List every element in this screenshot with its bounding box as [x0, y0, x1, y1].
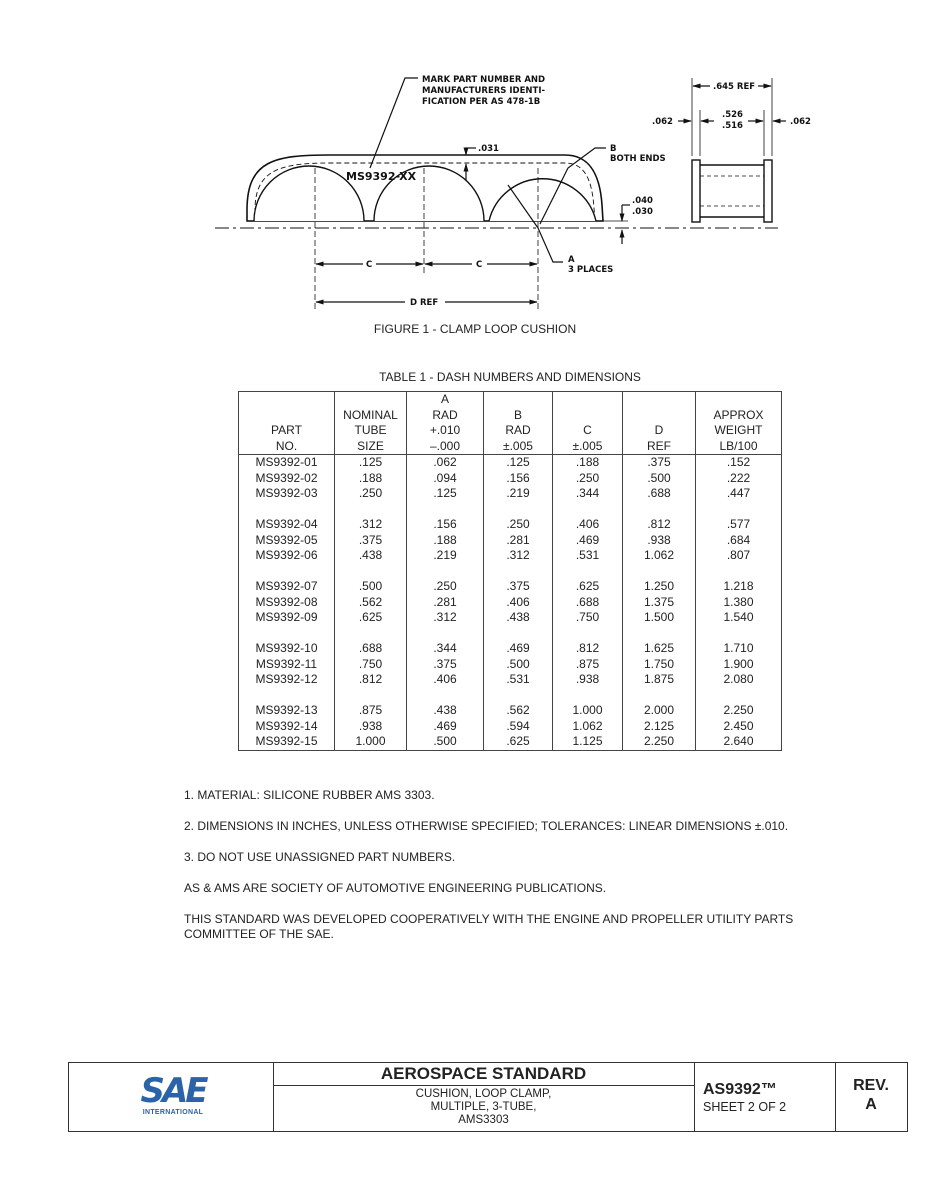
table-header-cell [696, 392, 782, 455]
table-cell: .406 [553, 517, 623, 533]
c-dim-label-1: C [366, 260, 373, 270]
table-cell: 1.710 [696, 641, 782, 657]
header-line: TUBE [354, 423, 387, 437]
table-cell: .375 [623, 455, 696, 471]
table-cell: .438 [484, 610, 553, 626]
note-developed: THIS STANDARD WAS DEVELOPED COOPERATIVELY WITH THE ENGINE AND PROPELLER UTILITY PARTS COMMITTEE OF THE SAE. [184, 912, 794, 941]
header-line: B [513, 407, 522, 422]
table-cell: .562 [335, 595, 407, 611]
header-line [553, 392, 622, 408]
table-cell: .219 [407, 548, 484, 564]
header-line: +.010 [429, 423, 461, 437]
table-cell: 1.875 [623, 672, 696, 688]
header-line [239, 392, 334, 408]
spacer-cell [407, 688, 484, 704]
table-row [239, 641, 782, 657]
table-cell: .812 [623, 517, 696, 533]
rev-value: A [865, 1096, 877, 1113]
table-header-cell [407, 392, 484, 455]
d-ref-label: D REF [410, 298, 439, 308]
table-row [239, 579, 782, 595]
table-cell: .188 [553, 455, 623, 471]
standard-heading: AEROSPACE STANDARD [273, 1063, 694, 1086]
table-cell: MS9392-15 [239, 734, 335, 750]
header-line [623, 408, 695, 424]
table-row [239, 595, 782, 611]
table-cell: 1.218 [696, 579, 782, 595]
table-cell: MS9392-07 [239, 579, 335, 595]
table-cell: .875 [553, 657, 623, 673]
table-cell: .938 [335, 719, 407, 735]
table-cell: .375 [484, 579, 553, 595]
header-line: SIZE [357, 438, 384, 453]
notes-section [184, 788, 834, 958]
table-cell: .500 [407, 734, 484, 750]
group-spacer [239, 688, 782, 704]
table-cell: 1.750 [623, 657, 696, 673]
desc-line-3: AMS3303 [458, 1114, 509, 1126]
table-cell: .344 [553, 486, 623, 502]
table-cell: .469 [553, 533, 623, 549]
title-cell [273, 1063, 695, 1131]
table-cell: 2.450 [696, 719, 782, 735]
mark-note-line-1: MARK PART NUMBER AND [422, 75, 546, 85]
table-cell: 2.250 [696, 703, 782, 719]
side-flange-right-label: .062 [790, 117, 811, 127]
note-dimensions: 2. DIMENSIONS IN INCHES, UNLESS OTHERWISE SPECIFIED; TOLERANCES: LINEAR DIMENSIONS ±.010. [184, 819, 789, 833]
table-cell: MS9392-02 [239, 471, 335, 487]
table-cell: .125 [484, 455, 553, 471]
table-cell: .625 [484, 734, 553, 750]
header-line: C [583, 423, 592, 437]
table-cell: .281 [407, 595, 484, 611]
table-cell: .156 [484, 471, 553, 487]
spacer-cell [239, 502, 335, 518]
side-overall-label: .645 REF [713, 82, 756, 92]
header-line: APPROX [713, 407, 764, 422]
table-cell: MS9392-08 [239, 595, 335, 611]
table-cell: .594 [484, 719, 553, 735]
table-cell: MS9392-13 [239, 703, 335, 719]
logo-cell [69, 1063, 274, 1131]
header-line: NOMINAL [343, 407, 398, 422]
table-cell: .684 [696, 533, 782, 549]
table-cell: .281 [484, 533, 553, 549]
table-cell: 1.000 [553, 703, 623, 719]
table-cell: .312 [484, 548, 553, 564]
spacer-cell [553, 564, 623, 580]
spacer-cell [484, 564, 553, 580]
table-cell: 1.250 [623, 579, 696, 595]
spacer-cell [623, 688, 696, 704]
table-cell: 1.540 [696, 610, 782, 626]
thickness-label: .031 [478, 144, 499, 154]
table-row [239, 455, 782, 471]
spacer-cell [407, 502, 484, 518]
table-row [239, 533, 782, 549]
table-header-cell [623, 392, 696, 455]
spacer-cell [553, 626, 623, 642]
table-body [239, 455, 782, 751]
spacer-cell [623, 626, 696, 642]
table-row [239, 471, 782, 487]
spacer-cell [484, 502, 553, 518]
spacer-cell [696, 564, 782, 580]
header-line [335, 392, 406, 408]
sheet-number: SHEET 2 OF 2 [703, 1100, 787, 1114]
table-header-cell [239, 392, 335, 455]
table-cell: .750 [335, 657, 407, 673]
header-line: ±.005 [503, 438, 533, 453]
spacer-cell [696, 502, 782, 518]
table-cell: .188 [335, 471, 407, 487]
spacer-cell [407, 626, 484, 642]
table-cell: MS9392-12 [239, 672, 335, 688]
table-cell: 1.000 [335, 734, 407, 750]
side-inner-bottom-label: .516 [722, 121, 743, 131]
doc-number: AS9392™ [703, 1081, 777, 1098]
a-note: 3 PLACES [568, 265, 614, 275]
table-cell: MS9392-01 [239, 455, 335, 471]
header-line [623, 392, 695, 408]
table-cell: .447 [696, 486, 782, 502]
note-publications: AS & AMS ARE SOCIETY OF AUTOMOTIVE ENGINEERING PUBLICATIONS. [184, 881, 607, 895]
table-row [239, 486, 782, 502]
table-caption: TABLE 1 - DASH NUMBERS AND DIMENSIONS [379, 370, 641, 384]
table-cell: .406 [484, 595, 553, 611]
sae-logo [135, 1073, 211, 1116]
dash-numbers-table [238, 391, 782, 751]
table-cell: MS9392-09 [239, 610, 335, 626]
header-line: RAD [505, 423, 531, 437]
table-cell: .250 [484, 517, 553, 533]
spacer-cell [239, 626, 335, 642]
table-cell: MS9392-10 [239, 641, 335, 657]
header-line [484, 392, 552, 408]
table-cell: 1.062 [623, 548, 696, 564]
table-cell: .531 [484, 672, 553, 688]
table-cell: .152 [696, 455, 782, 471]
table-cell: 2.640 [696, 734, 782, 750]
sae-logo-sub: INTERNATIONAL [142, 1109, 204, 1116]
table-header-cell [553, 392, 623, 455]
header-line: ±.005 [572, 438, 603, 453]
header-line: A [440, 392, 449, 406]
header-line: PART [271, 423, 302, 437]
spacer-cell [239, 688, 335, 704]
offset-bottom-label: .030 [632, 207, 653, 217]
table-cell: .500 [484, 657, 553, 673]
part-marking: MS9392-XX [346, 170, 417, 183]
table-cell: 2.250 [623, 734, 696, 750]
table-cell: .250 [407, 579, 484, 595]
header-line [696, 392, 781, 408]
table-row [239, 672, 782, 688]
table-cell: .125 [335, 455, 407, 471]
table-cell: .625 [553, 579, 623, 595]
spacer-cell [335, 564, 407, 580]
table-cell: .188 [407, 533, 484, 549]
table-cell: .156 [407, 517, 484, 533]
table-cell: .469 [407, 719, 484, 735]
spacer-cell [553, 502, 623, 518]
header-line [239, 408, 334, 424]
b-label: B [610, 144, 617, 154]
spacer-cell [335, 626, 407, 642]
table-row [239, 703, 782, 719]
table-cell: .500 [623, 471, 696, 487]
desc-line-1: CUSHION, LOOP CLAMP, [415, 1088, 552, 1100]
table-cell: MS9392-14 [239, 719, 335, 735]
table-row [239, 517, 782, 533]
table-cell: 1.375 [623, 595, 696, 611]
table-cell: 2.125 [623, 719, 696, 735]
table-cell: .250 [553, 471, 623, 487]
table-cell: .562 [484, 703, 553, 719]
table-cell: 2.080 [696, 672, 782, 688]
a-label: A [568, 255, 575, 265]
table-cell: 1.625 [623, 641, 696, 657]
table-cell: .812 [335, 672, 407, 688]
doc-number-cell [694, 1063, 836, 1131]
table-cell: .344 [407, 641, 484, 657]
table-cell: .062 [407, 455, 484, 471]
header-line: REF [647, 438, 671, 453]
group-spacer [239, 502, 782, 518]
table-cell: .938 [553, 672, 623, 688]
figure-caption: FIGURE 1 - CLAMP LOOP CUSHION [373, 322, 577, 336]
table-cell: .938 [623, 533, 696, 549]
table-cell: .625 [335, 610, 407, 626]
table-cell: .875 [335, 703, 407, 719]
title-block [68, 1062, 908, 1132]
table-cell: .688 [553, 595, 623, 611]
table-row [239, 719, 782, 735]
table-cell: .222 [696, 471, 782, 487]
table-header-cell [335, 392, 407, 455]
group-spacer [239, 564, 782, 580]
table-cell: 2.000 [623, 703, 696, 719]
table-header [239, 392, 782, 455]
desc-line-2: MULTIPLE, 3-TUBE, [430, 1101, 537, 1113]
table-cell: 1.380 [696, 595, 782, 611]
table-cell: .312 [335, 517, 407, 533]
rev-label: REV. [853, 1077, 889, 1094]
spacer-cell [335, 688, 407, 704]
sae-logo-mark: SAE [140, 1071, 206, 1111]
clamp-loop-cushion-drawing [0, 0, 950, 340]
table-cell: .375 [407, 657, 484, 673]
spacer-cell [623, 502, 696, 518]
b-note: BOTH ENDS [610, 154, 666, 164]
table-row [239, 548, 782, 564]
mark-note-line-3: FICATION PER AS 478-1B [422, 97, 541, 107]
table-cell: 1.062 [553, 719, 623, 735]
table-cell: .688 [335, 641, 407, 657]
table-cell: 1.500 [623, 610, 696, 626]
note-unassigned: 3. DO NOT USE UNASSIGNED PART NUMBERS. [184, 850, 456, 864]
table-cell: .250 [335, 486, 407, 502]
table-cell: .312 [407, 610, 484, 626]
table-cell: .750 [553, 610, 623, 626]
spacer-cell [239, 564, 335, 580]
table-cell: .531 [553, 548, 623, 564]
mark-note-line-2: MANUFACTURERS IDENTI- [422, 86, 546, 96]
header-line [553, 408, 622, 424]
header-line: RAD [432, 407, 458, 422]
table-cell: .688 [623, 486, 696, 502]
table-row [239, 610, 782, 626]
spacer-cell [696, 626, 782, 642]
table-cell: .577 [696, 517, 782, 533]
spacer-cell [484, 688, 553, 704]
table-cell: .406 [407, 672, 484, 688]
table-cell: .438 [407, 703, 484, 719]
rev-cell [835, 1063, 907, 1131]
table-cell: MS9392-05 [239, 533, 335, 549]
spacer-cell [484, 626, 553, 642]
table-cell: .812 [553, 641, 623, 657]
table-cell: .500 [335, 579, 407, 595]
table-cell: .125 [407, 486, 484, 502]
table-header-cell [484, 392, 553, 455]
table-cell: .438 [335, 548, 407, 564]
table-cell: MS9392-06 [239, 548, 335, 564]
table-cell: MS9392-03 [239, 486, 335, 502]
table-row [239, 657, 782, 673]
note-material: 1. MATERIAL: SILICONE RUBBER AMS 3303. [184, 788, 435, 802]
spacer-cell [696, 688, 782, 704]
side-inner-top-label: .526 [722, 110, 743, 120]
table-cell: .469 [484, 641, 553, 657]
table-cell: .375 [335, 533, 407, 549]
table-cell: .807 [696, 548, 782, 564]
header-line: –.000 [429, 438, 461, 453]
table-cell: 1.125 [553, 734, 623, 750]
header-line: NO. [275, 438, 298, 453]
table-row [239, 734, 782, 750]
header-line: WEIGHT [714, 423, 763, 437]
table-cell: .219 [484, 486, 553, 502]
c-dim-label-2: C [476, 260, 483, 270]
table-cell: 1.900 [696, 657, 782, 673]
spacer-cell [407, 564, 484, 580]
group-spacer [239, 626, 782, 642]
table-cell: MS9392-11 [239, 657, 335, 673]
spacer-cell [335, 502, 407, 518]
offset-top-label: .040 [632, 196, 653, 206]
header-line: D [654, 423, 664, 437]
side-flange-left-label: .062 [652, 117, 673, 127]
header-line: LB/100 [719, 438, 758, 453]
table-cell: .094 [407, 471, 484, 487]
table-cell: MS9392-04 [239, 517, 335, 533]
spacer-cell [553, 688, 623, 704]
spacer-cell [623, 564, 696, 580]
